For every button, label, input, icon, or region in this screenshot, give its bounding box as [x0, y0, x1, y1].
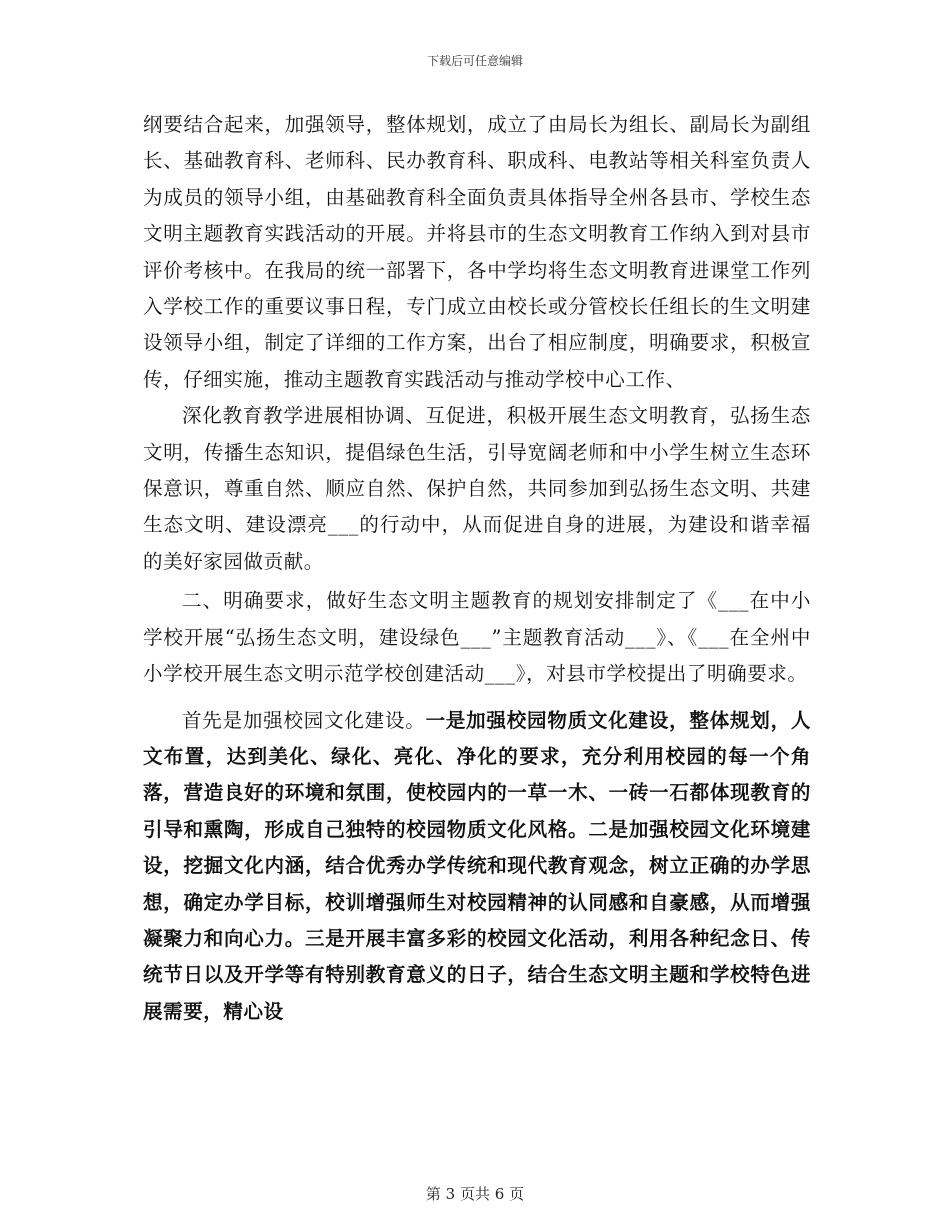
paragraph-4-intro: 首先是加强校园文化建设。 [182, 708, 426, 732]
paragraph-2-text: 深化教育教学进展相协调、互促进，积极开展生态文明教育，弘扬生态文明，传播生态知识，提倡绿色生活，引导宽阔老师和中小学生树立生态环保意识，尊重自然、顺应自然、保护自然，共同参加到弘扬生态文明、共建生态文明、建设漂亮___的行动中，从而促进自身的进展，为建设和谐幸福的美好家园做贡献。 [143, 404, 811, 573]
paragraph-3-text: 二、明确要求，做好生态文明主题教育的规划安排制定了《___在中小学校开展“弘扬生态文明，建设绿色___”主题教育活动___》、《___在全州中小学校开展生态文明示范学校创建活动___》，对县市学校提出了明确要求。 [143, 589, 811, 686]
document-body [143, 107, 811, 1030]
paragraph-4 [143, 703, 811, 1031]
paragraph-1-text: 纲要结合起来，加强领导，整体规划，成立了由局长为组长、副局长为副组长、基础教育科、老师科、民办教育科、职成科、电教站等相关科室负责人为成员的领导小组，由基础教育科全面负责具体指导全州各县市、学校生态文明主题教育实践活动的开展。并将县市的生态文明教育工作纳入到对县市评价考核中。在我局的统一部署下，各中学均将生态文明教育进课堂工作列入学校工作的重要议事日程，专门成立由校长或分管校长任组长的生文明建设领导小组，制定了详细的工作方案，出台了相应制度，明确要求，积极宣传，仔细实施，推动主题教育实践活动与推动学校中心工作、 [143, 113, 811, 391]
paragraph-3 [143, 583, 811, 692]
paragraph-2 [143, 398, 811, 580]
page-header: 下载后可任意编辑 [426, 54, 523, 68]
paragraph-1 [143, 107, 811, 398]
paragraph-4-bold-text: 一是加强校园物质文化建设，整体规划，人文布置，达到美化、绿化、亮化、净化的要求，充分利用校园的每一个角落，营造良好的环境和氛围，使校园内的一草一木、一砖一石都体现教育的引导和熏陶，形成自己独特的校园物质文化风格。二是加强校园文化环境建设，挖掘文化内涵，结合优秀办学传统和现代教育观念，树立正确的办学思想，确定办学目标，校训增强师生对校园精神的认同感和自豪感，从而增强凝聚力和向心力。三是开展丰富多彩的校园文化活动，利用各种纪念日、传统节日以及开学等有特别教育意义的日子，结合生态文明主题和学校特色进展需要，精心设 [143, 708, 811, 1023]
page-footer: 第 3 页共 6 页 [425, 1185, 525, 1203]
